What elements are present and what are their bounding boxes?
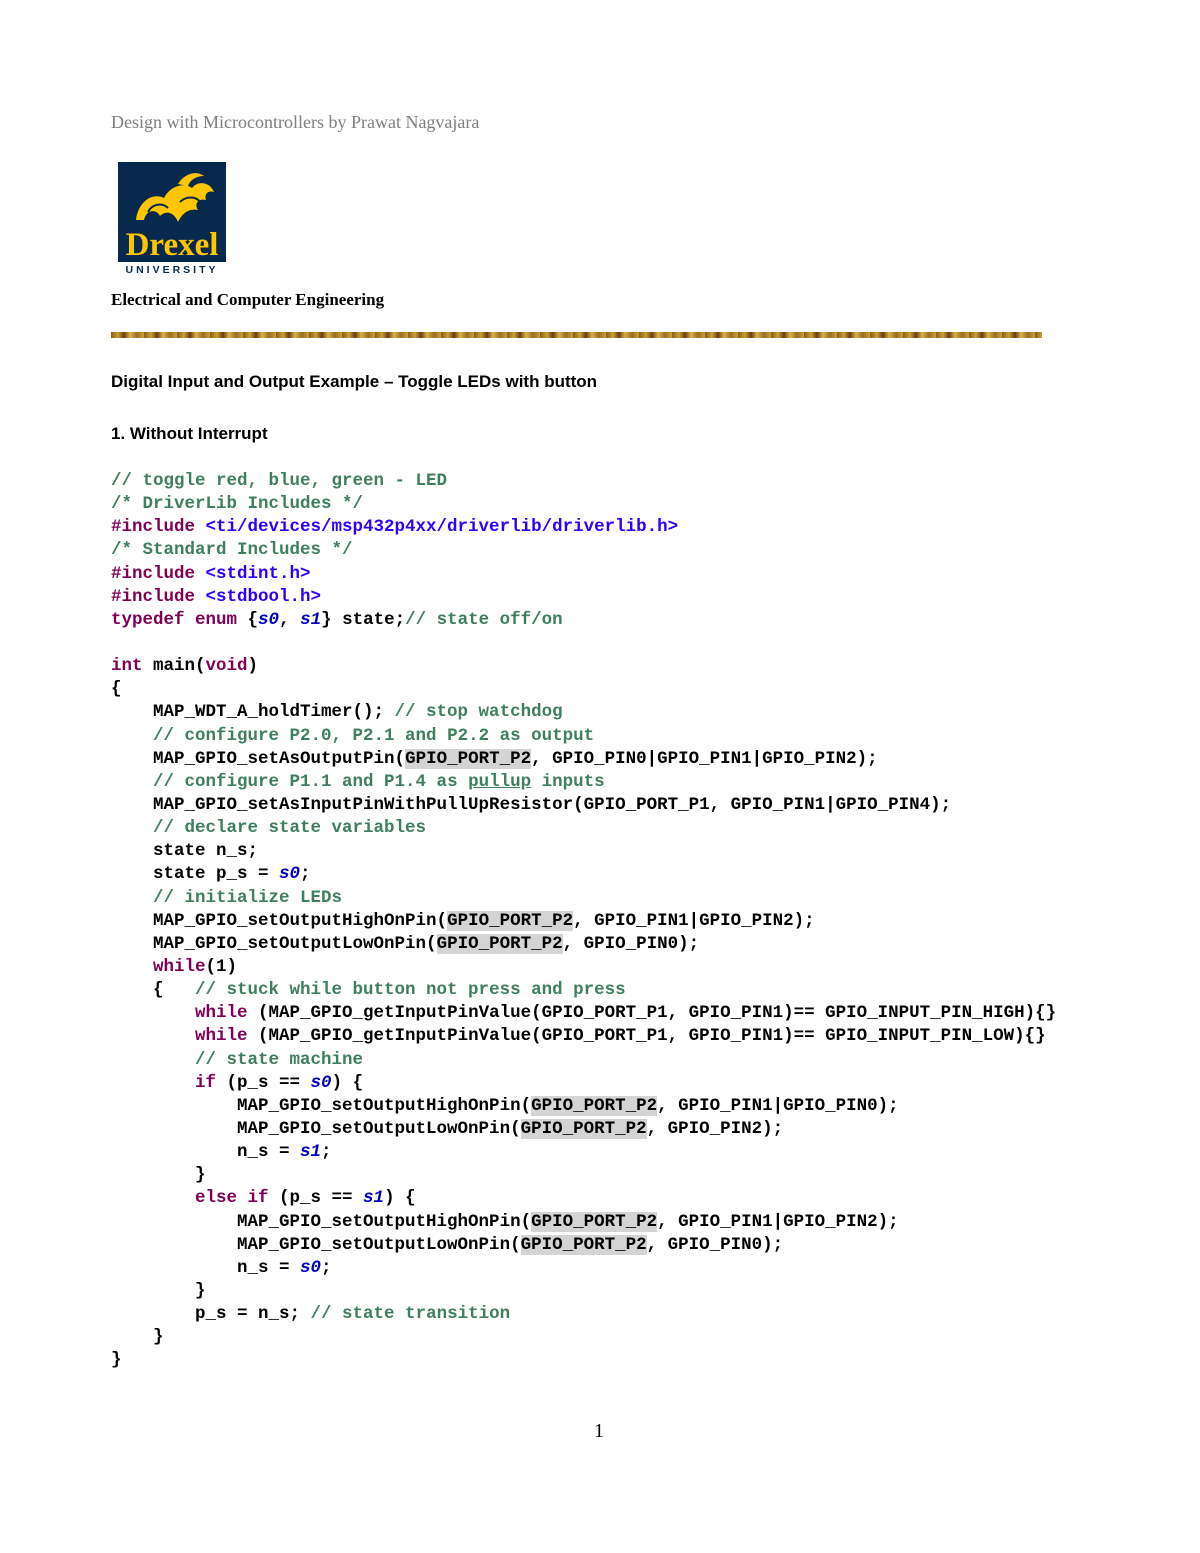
code-line [111,1164,1056,1187]
code-text: MAP_GPIO_setOutputHighOnPin( [111,1095,532,1116]
code-text: MAP_GPIO_setOutputHighOnPin( [111,1211,532,1232]
code-enum-value: s1 [300,1142,322,1163]
code-text: (p_s == [216,1072,311,1093]
code-text [111,1050,195,1070]
code-text: (MAP_GPIO_getInputPinValue(GPIO_PORT_P1, GPIO_PIN1)== GPIO_INPUT_PIN_LOW){} [247,1026,1046,1047]
code-line [111,956,1056,979]
code-text: } [111,1327,164,1348]
svg-text:Drexel: Drexel [125,227,219,263]
code-line [111,1072,1056,1095]
code-line [111,539,1056,562]
code-text: , GPIO_PIN0); [646,1234,784,1255]
code-listing [111,470,1056,1372]
code-line [111,910,1056,933]
code-highlight: GPIO_PORT_P2 [531,1211,658,1232]
code-text: (1) [205,956,238,977]
code-text [111,1073,195,1093]
code-text: , GPIO_PIN0); [562,933,700,954]
code-line [111,725,1056,748]
code-line [111,863,1056,886]
code-line [111,1187,1056,1210]
code-text: n_s = [111,1257,301,1278]
code-text: , GPIO_PIN1|GPIO_PIN0); [657,1095,899,1116]
code-line [111,1095,1056,1118]
code-keyword: int [111,656,143,677]
code-line [111,493,1056,516]
document-header: Design with Microcontrollers by Prawat Nagvajara [111,112,480,132]
document-title: Digital Input and Output Example – Toggle LEDs with button [111,372,598,391]
code-line [111,1257,1056,1280]
code-keyword: while [195,1026,248,1047]
code-enum-value: s0 [279,864,301,885]
code-line [111,1141,1056,1164]
code-line [111,933,1056,956]
code-text: , GPIO_PIN1|GPIO_PIN2); [657,1211,899,1232]
code-text [111,726,153,746]
code-comment: // state off/on [405,609,563,630]
code-comment: inputs [531,771,605,792]
code-highlight: GPIO_PORT_P2 [405,748,532,769]
code-text: { [111,679,122,700]
code-include-path: <ti/devices/msp432p4xx/driverlib/driverlib.h> [205,517,679,538]
code-comment: /* DriverLib Includes */ [111,494,364,515]
code-text: } state; [321,609,406,630]
code-text: { [111,980,196,1001]
code-text: ; [300,864,311,885]
code-line [111,1211,1056,1234]
code-comment-underlined: pullup [468,771,532,792]
code-text: MAP_WDT_A_holdTimer(); [111,702,395,723]
code-line [111,1326,1056,1349]
code-text [111,957,153,977]
code-text: (p_s == [268,1188,364,1209]
code-text: state n_s; [111,841,259,862]
code-comment: // state transition [310,1304,511,1325]
department-name: Electrical and Computer Engineering [111,290,385,309]
code-line [111,887,1056,910]
code-enum-value: s1 [300,609,322,630]
section-heading: 1. Without Interrupt [111,424,268,443]
code-highlight: GPIO_PORT_P2 [520,1118,647,1139]
code-preprocessor: #include [111,563,206,584]
code-enum-value: s1 [363,1188,385,1209]
code-comment: // configure P1.1 and P1.4 as [153,771,469,792]
code-text: MAP_GPIO_setOutputHighOnPin( [111,910,448,931]
code-line [111,655,1056,678]
code-text: ) { [384,1188,416,1209]
code-comment: // stop watchdog [394,702,563,723]
code-line [111,586,1056,609]
code-keyword: while [153,956,206,977]
code-enum-value: s0 [300,1257,322,1278]
code-enum-value: s0 [258,609,280,630]
code-text: p_s = n_s; [111,1304,311,1325]
code-text [111,1026,195,1046]
code-text: MAP_GPIO_setOutputLowOnPin( [111,1118,521,1139]
code-text [111,1003,195,1023]
code-keyword: while [195,1003,248,1024]
code-highlight: GPIO_PORT_P2 [436,933,563,954]
code-include-path: <stdbool.h> [205,586,322,607]
code-comment: // configure P2.0, P2.1 and P2.2 as output [153,725,595,746]
code-line [111,1002,1056,1025]
code-text: { [237,609,259,630]
code-line [111,609,1056,632]
code-keyword: void [205,656,248,677]
code-keyword: typedef enum [111,609,238,630]
code-highlight: GPIO_PORT_P2 [520,1234,647,1255]
code-text: MAP_GPIO_setOutputLowOnPin( [111,1234,521,1255]
drexel-logo [118,162,226,276]
code-text: } [111,1165,206,1186]
code-text: (MAP_GPIO_getInputPinValue(GPIO_PORT_P1, GPIO_PIN1)== GPIO_INPUT_PIN_HIGH){} [247,1003,1057,1024]
code-text: , GPIO_PIN1|GPIO_PIN2); [573,910,815,931]
code-line [111,563,1056,586]
code-text [111,818,153,838]
code-line [111,794,1056,817]
code-keyword: if [195,1072,217,1093]
code-comment: // state machine [195,1049,364,1070]
code-line [111,1303,1056,1326]
code-line [111,1025,1056,1048]
code-preprocessor: #include [111,517,206,538]
code-comment: // initialize LEDs [153,887,343,908]
code-text: , [279,609,301,630]
code-text [111,772,153,792]
code-comment: // stuck while button not press and press [195,980,626,1001]
code-include-path: <stdint.h> [205,563,311,584]
code-line [111,748,1056,771]
code-text: ) { [331,1072,364,1093]
code-line [111,632,1056,655]
code-text: , GPIO_PIN0|GPIO_PIN1|GPIO_PIN2); [531,748,878,769]
code-line [111,1349,1056,1372]
code-text [111,888,153,908]
decorative-rule [111,332,1042,338]
code-line [111,771,1056,794]
code-text: MAP_GPIO_setOutputLowOnPin( [111,933,437,954]
code-line [111,1234,1056,1257]
code-text: MAP_GPIO_setAsOutputPin( [111,748,406,769]
code-comment: // toggle red, blue, green - LED [111,471,448,491]
code-highlight: GPIO_PORT_P2 [447,910,574,931]
svg-text:UNIVERSITY: UNIVERSITY [125,264,219,276]
code-text: ; [321,1257,332,1278]
code-text: } [111,1350,122,1371]
code-line [111,470,1056,493]
code-preprocessor: #include [111,586,206,607]
code-text: , GPIO_PIN2); [646,1118,784,1139]
code-comment: // declare state variables [153,818,427,839]
code-text: ) [247,656,259,677]
code-line [111,979,1056,1002]
code-line [111,1118,1056,1141]
code-text: } [111,1280,206,1301]
page-number: 1 [594,1420,604,1442]
code-text: n_s = [111,1142,301,1163]
code-text: main( [142,656,206,677]
code-line [111,1280,1056,1303]
code-text: state p_s = [111,864,280,885]
code-line [111,678,1056,701]
code-highlight: GPIO_PORT_P2 [531,1095,658,1116]
code-keyword: else if [195,1188,269,1209]
code-line [111,516,1056,539]
code-comment: /* Standard Includes */ [111,540,353,561]
code-line [111,1049,1056,1072]
code-enum-value: s0 [310,1072,332,1093]
code-line [111,817,1056,840]
code-text: MAP_GPIO_setAsInputPinWithPullUpResistor(GPIO_PORT_P1, GPIO_PIN1|GPIO_PIN4); [111,794,952,815]
code-line [111,840,1056,863]
code-text: ; [321,1142,332,1163]
code-text [111,1188,195,1208]
code-line [111,701,1056,724]
